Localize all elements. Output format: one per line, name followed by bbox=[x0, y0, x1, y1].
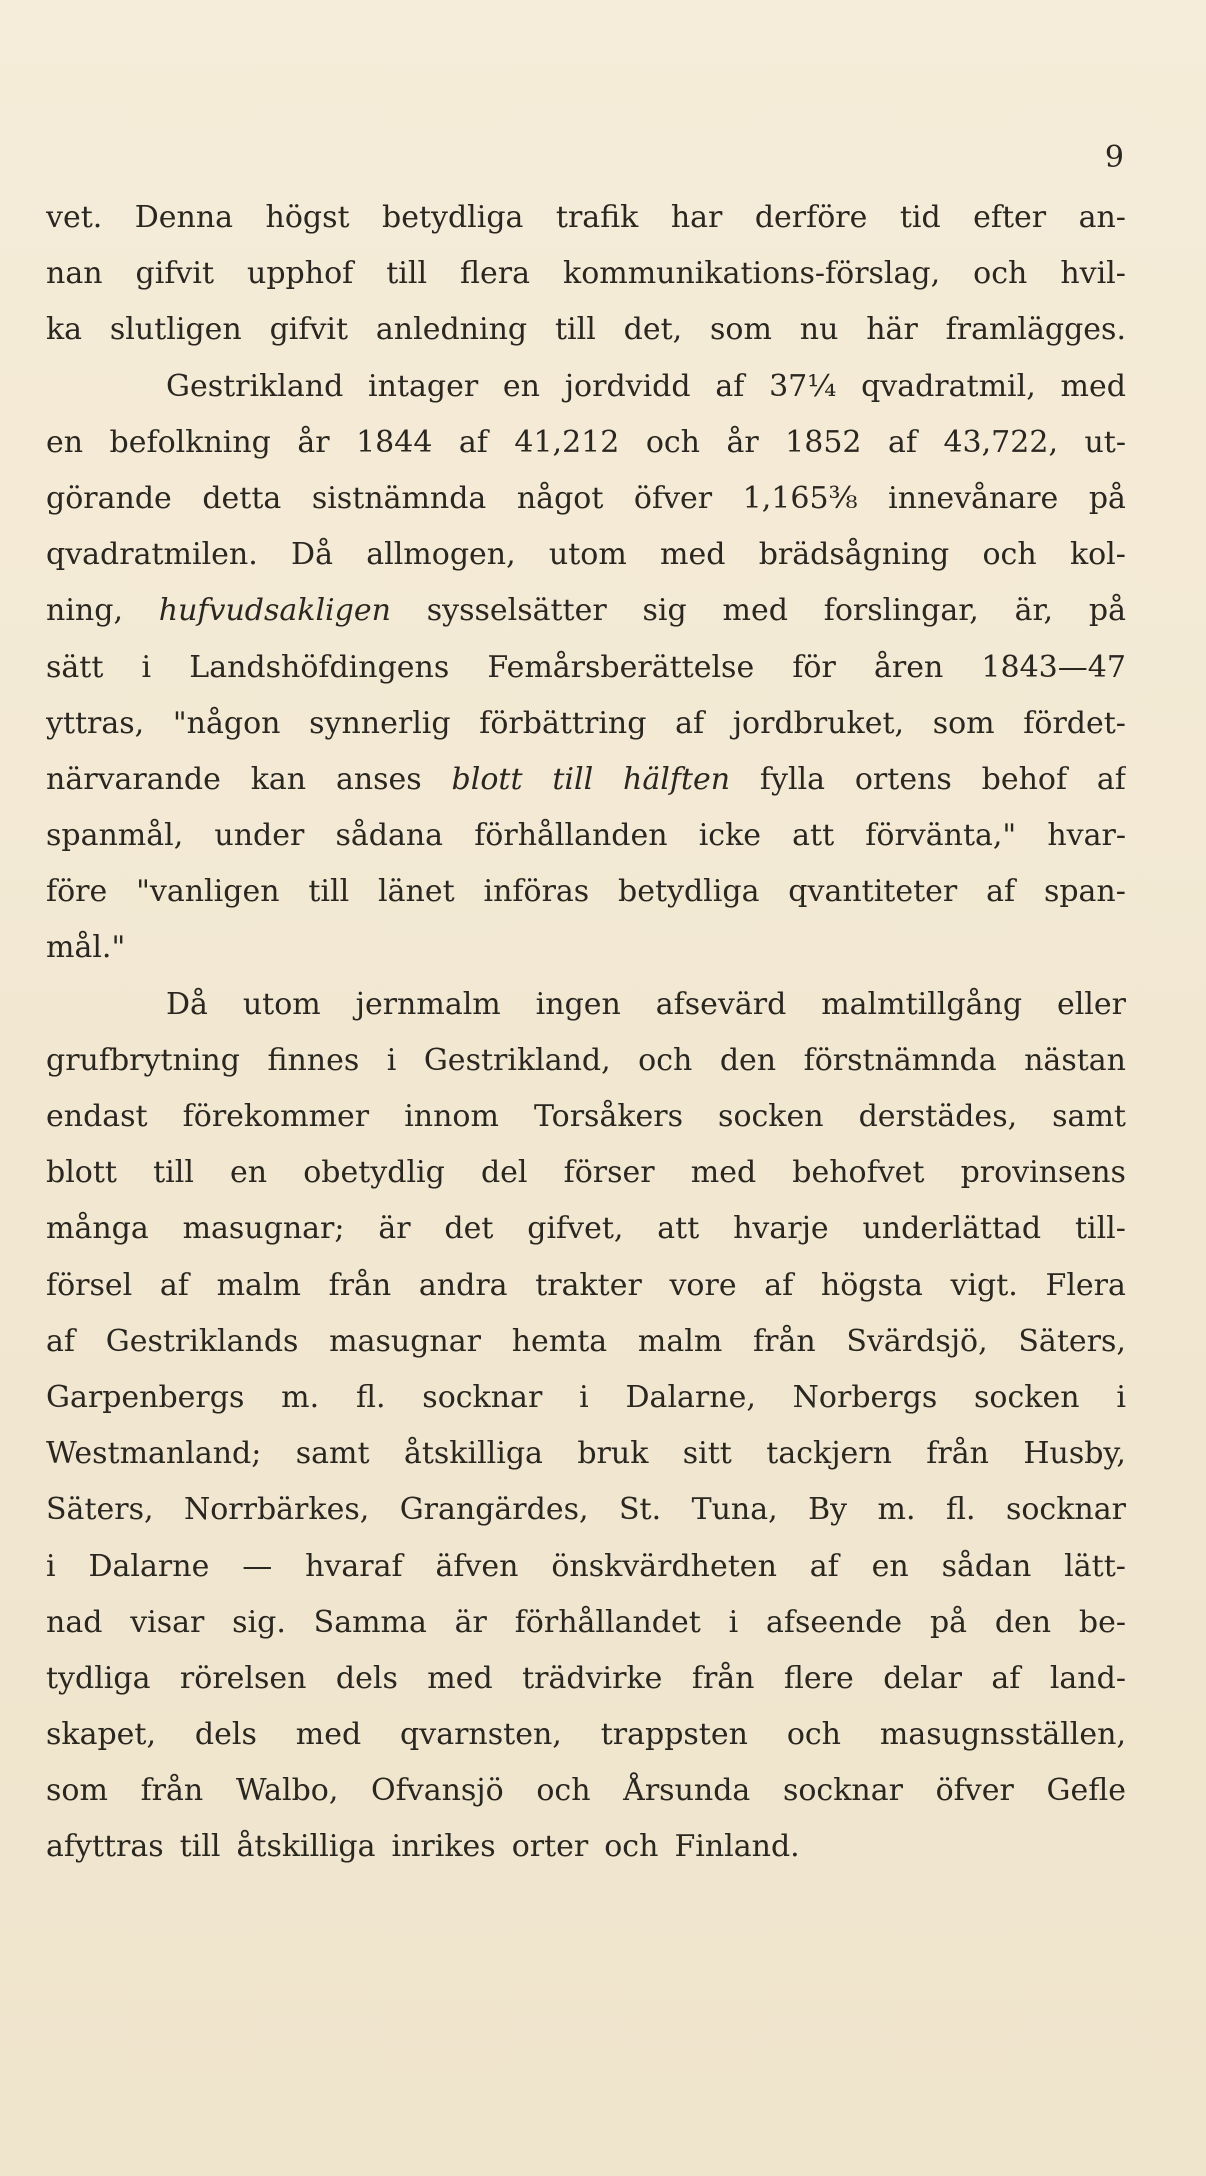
word: förekommer bbox=[182, 1099, 370, 1134]
word: gifvit bbox=[269, 312, 349, 348]
word: och bbox=[645, 424, 700, 460]
word: 37¼ bbox=[769, 368, 837, 404]
word: länet bbox=[378, 874, 455, 910]
word: med bbox=[722, 593, 788, 629]
word: socknar bbox=[422, 1379, 543, 1415]
page-number: 9 bbox=[1104, 140, 1124, 175]
word: förstnämnda bbox=[803, 1042, 997, 1078]
word: Husby, bbox=[1023, 1436, 1126, 1472]
word: Garpenbergs bbox=[46, 1379, 245, 1415]
word: utom bbox=[548, 537, 627, 573]
word: den bbox=[719, 1042, 777, 1078]
word: en bbox=[46, 424, 84, 460]
word: till- bbox=[1074, 1211, 1126, 1247]
text-line bbox=[46, 1651, 1126, 1707]
word: efter bbox=[973, 200, 1047, 235]
word: dels bbox=[194, 1717, 257, 1753]
word: framlägges. bbox=[945, 312, 1126, 348]
word: afyttras bbox=[46, 1829, 164, 1865]
word: här bbox=[866, 312, 918, 348]
word: och bbox=[604, 1829, 659, 1865]
word: fylla bbox=[759, 761, 826, 797]
word: med bbox=[427, 1660, 493, 1696]
word: att bbox=[792, 818, 835, 854]
word: icke bbox=[698, 818, 762, 854]
word: hvaraf bbox=[305, 1548, 403, 1584]
word: Ofvansjö bbox=[371, 1773, 504, 1809]
word: tackjern bbox=[766, 1436, 892, 1472]
text-line bbox=[46, 1089, 1126, 1145]
word: af bbox=[809, 1548, 839, 1584]
word: flere bbox=[783, 1660, 854, 1696]
word: 1852 bbox=[785, 424, 862, 460]
word: afsevärd bbox=[655, 986, 787, 1022]
word: det bbox=[444, 1211, 494, 1247]
word: sitt bbox=[682, 1436, 732, 1472]
word: önskvärdheten bbox=[551, 1548, 777, 1584]
word: socknar bbox=[1005, 1492, 1126, 1528]
word: socken bbox=[974, 1379, 1080, 1415]
word: görande bbox=[46, 480, 172, 516]
word: år bbox=[297, 424, 330, 460]
word: Finland. bbox=[674, 1829, 800, 1865]
text-line bbox=[46, 977, 1126, 1033]
word: Westmanland; bbox=[46, 1436, 262, 1472]
word: hemta bbox=[511, 1323, 608, 1359]
word: sig bbox=[642, 593, 687, 629]
word: samt bbox=[1052, 1099, 1126, 1134]
word: som bbox=[710, 312, 772, 348]
word: ortens bbox=[854, 761, 952, 797]
word: mål." bbox=[46, 930, 126, 966]
word: Gestriklands bbox=[105, 1323, 299, 1359]
word: förbättring bbox=[479, 705, 647, 741]
word: qvadratmil, bbox=[861, 368, 1036, 404]
word: endast bbox=[46, 1099, 148, 1134]
word: Dalarne bbox=[88, 1548, 210, 1584]
text-line bbox=[46, 1482, 1126, 1538]
word: ka bbox=[46, 312, 83, 348]
text-line bbox=[46, 583, 1126, 639]
word: kan bbox=[250, 761, 307, 797]
word: underlättad bbox=[862, 1211, 1042, 1247]
word: öfver bbox=[935, 1773, 1014, 1809]
word: fördet- bbox=[1023, 705, 1126, 741]
word: åren bbox=[873, 649, 944, 685]
word: öfver bbox=[633, 480, 713, 516]
word: från bbox=[140, 1773, 204, 1809]
word: ning, bbox=[46, 593, 123, 629]
word: dels bbox=[335, 1660, 398, 1696]
text-line bbox=[46, 920, 1126, 976]
word: betydliga bbox=[382, 200, 524, 235]
word: hvar- bbox=[1047, 818, 1126, 854]
word: By bbox=[808, 1492, 848, 1528]
word: socknar bbox=[782, 1773, 903, 1809]
word: allmogen, bbox=[366, 537, 516, 573]
word: Samma bbox=[313, 1604, 427, 1640]
text-line bbox=[46, 1258, 1126, 1314]
word: innom bbox=[404, 1099, 499, 1134]
word: af bbox=[1096, 761, 1126, 797]
word: på bbox=[1088, 593, 1126, 629]
word: att bbox=[657, 1211, 700, 1247]
word: behofvet bbox=[792, 1155, 925, 1191]
text-line bbox=[46, 640, 1126, 696]
word: af bbox=[159, 1267, 189, 1303]
word: och bbox=[973, 256, 1028, 292]
word: på bbox=[1088, 480, 1126, 516]
text-line bbox=[46, 1201, 1126, 1257]
word: qvadratmilen. bbox=[46, 537, 258, 573]
text-line bbox=[46, 1539, 1126, 1595]
word: rörelsen bbox=[179, 1660, 307, 1696]
word: masugnar bbox=[329, 1323, 481, 1359]
word: Gefle bbox=[1046, 1773, 1126, 1809]
text-line bbox=[46, 696, 1126, 752]
text-line bbox=[46, 190, 1126, 246]
word: Norbergs bbox=[792, 1379, 938, 1415]
word: nan bbox=[46, 256, 103, 292]
word: malmtillgång bbox=[821, 986, 1023, 1022]
word: af bbox=[715, 368, 745, 404]
word: blott bbox=[451, 761, 523, 797]
word: gifvit bbox=[135, 256, 215, 292]
word: närvarande bbox=[46, 761, 221, 797]
word: m. bbox=[281, 1379, 320, 1415]
word: Flera bbox=[1045, 1267, 1126, 1303]
text-line bbox=[46, 752, 1126, 808]
word: blott bbox=[46, 1155, 117, 1191]
word: intager bbox=[368, 368, 479, 404]
word: med bbox=[1060, 368, 1126, 404]
word: af bbox=[458, 424, 488, 460]
text-line bbox=[46, 1763, 1126, 1819]
word: jordbruket, bbox=[732, 705, 905, 741]
word: sig. bbox=[232, 1604, 286, 1640]
word: befolkning bbox=[109, 424, 271, 460]
word: be- bbox=[1078, 1604, 1126, 1640]
word: socken bbox=[718, 1099, 824, 1134]
word: sysselsätter bbox=[426, 593, 607, 629]
word: till bbox=[179, 1829, 221, 1865]
word: synnerlig bbox=[309, 705, 451, 741]
word: Grangärdes, bbox=[399, 1492, 589, 1528]
word: nästan bbox=[1024, 1042, 1126, 1078]
text-line bbox=[46, 471, 1126, 527]
word: i bbox=[579, 1379, 589, 1415]
word: försel bbox=[46, 1267, 133, 1303]
word: det, bbox=[623, 312, 683, 348]
word: obetydlig bbox=[303, 1155, 445, 1191]
word: brädsågning bbox=[758, 537, 950, 573]
word: qvantiteter bbox=[788, 874, 958, 910]
word: span- bbox=[1043, 874, 1126, 910]
word: sistnämnda bbox=[311, 480, 487, 516]
word: delar bbox=[883, 1660, 962, 1696]
word: 1,165⅜ bbox=[742, 480, 858, 516]
word: fl. bbox=[945, 1492, 976, 1528]
word: i bbox=[141, 649, 152, 685]
word: med bbox=[660, 537, 726, 573]
word: skapet, bbox=[46, 1717, 157, 1753]
word: under bbox=[214, 818, 305, 854]
word: vet. bbox=[46, 200, 103, 235]
word: nu bbox=[799, 312, 839, 348]
word: kommunikations-förslag, bbox=[563, 256, 941, 292]
word: i bbox=[1116, 1379, 1126, 1415]
word: åtskilliga bbox=[403, 1436, 543, 1472]
text-line bbox=[46, 864, 1126, 920]
word: förvänta," bbox=[865, 818, 1017, 854]
word: anses bbox=[335, 761, 422, 797]
word: vigt. bbox=[950, 1267, 1018, 1303]
text-line bbox=[46, 1595, 1126, 1651]
word: grufbrytning bbox=[46, 1042, 240, 1078]
word: Walbo, bbox=[235, 1773, 339, 1809]
word: på bbox=[929, 1604, 968, 1640]
word: masugnsställen, bbox=[879, 1717, 1126, 1753]
word: trakter bbox=[535, 1267, 642, 1303]
word: af bbox=[46, 1323, 75, 1359]
word: flera bbox=[460, 256, 531, 292]
word: och bbox=[786, 1717, 841, 1753]
word: yttras, bbox=[46, 705, 145, 741]
word: nad bbox=[46, 1604, 103, 1640]
text-line bbox=[46, 1145, 1126, 1201]
word: hälften bbox=[623, 761, 731, 797]
text-line bbox=[46, 1426, 1126, 1482]
text-line bbox=[46, 415, 1126, 471]
word: 41,212 bbox=[514, 424, 620, 460]
word: finnes bbox=[267, 1042, 360, 1078]
word: för bbox=[792, 649, 836, 685]
word: Tuna, bbox=[691, 1492, 778, 1528]
word: visar bbox=[130, 1604, 205, 1640]
word: till bbox=[386, 256, 428, 292]
text-line bbox=[46, 302, 1126, 358]
word: lätt- bbox=[1064, 1548, 1126, 1584]
word: Årsunda bbox=[623, 1773, 751, 1809]
word: införas bbox=[483, 874, 590, 910]
word: tid bbox=[899, 200, 941, 235]
word: är bbox=[454, 1604, 487, 1640]
text-line bbox=[46, 527, 1126, 583]
word: tydliga bbox=[46, 1660, 151, 1696]
word: Femårsberättelse bbox=[487, 649, 755, 685]
word: qvarnsten, bbox=[400, 1717, 562, 1753]
word: med bbox=[295, 1717, 362, 1753]
word: provinsens bbox=[960, 1155, 1126, 1191]
word: från bbox=[926, 1436, 989, 1472]
word: jernmalm bbox=[355, 986, 501, 1022]
word: före bbox=[46, 874, 108, 910]
word: Säters, bbox=[1018, 1323, 1126, 1359]
word: St. bbox=[618, 1492, 662, 1528]
word: utom bbox=[242, 986, 321, 1022]
word: en bbox=[502, 368, 540, 404]
word: — bbox=[242, 1548, 273, 1584]
word: "vanligen bbox=[136, 874, 280, 910]
word: Torsåkers bbox=[533, 1099, 684, 1134]
word: med bbox=[690, 1155, 757, 1191]
word: hufvudsakligen bbox=[158, 593, 391, 629]
word: från bbox=[753, 1323, 816, 1359]
word: malm bbox=[637, 1323, 723, 1359]
word: m. bbox=[877, 1492, 916, 1528]
word: år bbox=[726, 424, 759, 460]
word: samt bbox=[295, 1436, 370, 1472]
word: betydliga bbox=[618, 874, 760, 910]
word: något bbox=[516, 480, 604, 516]
word: en bbox=[230, 1155, 268, 1191]
word: till bbox=[308, 874, 350, 910]
word: spanmål, bbox=[46, 818, 184, 854]
word: Norrbärkes, bbox=[183, 1492, 370, 1528]
word: är, bbox=[1014, 593, 1054, 629]
text-line bbox=[46, 1314, 1126, 1370]
word: sådana bbox=[335, 818, 444, 854]
word: och bbox=[536, 1773, 591, 1809]
word: och bbox=[638, 1042, 693, 1078]
word: Då bbox=[166, 986, 208, 1022]
word: ut- bbox=[1084, 424, 1126, 460]
body-text bbox=[46, 190, 1126, 1876]
word: af bbox=[764, 1267, 794, 1303]
text-line bbox=[46, 1370, 1126, 1426]
word: del bbox=[480, 1155, 528, 1191]
word: gifvet, bbox=[527, 1211, 624, 1247]
text-line bbox=[46, 1033, 1126, 1089]
word: af bbox=[991, 1660, 1021, 1696]
text-line bbox=[46, 359, 1126, 415]
word: förhållanden bbox=[474, 818, 668, 854]
text-line bbox=[46, 1819, 1126, 1875]
word: af bbox=[888, 424, 917, 460]
word: 1843—47 bbox=[981, 649, 1126, 685]
word: Denna bbox=[134, 200, 234, 235]
word: eller bbox=[1056, 986, 1126, 1022]
word: äfven bbox=[435, 1548, 519, 1584]
word: till bbox=[552, 761, 594, 797]
word: behof bbox=[981, 761, 1068, 797]
word: trädvirke bbox=[522, 1660, 663, 1696]
text-line bbox=[46, 808, 1126, 864]
word: och bbox=[982, 537, 1037, 573]
word: den bbox=[994, 1604, 1052, 1640]
word: åtskilliga bbox=[236, 1829, 376, 1865]
word: är bbox=[378, 1211, 411, 1247]
word: Landshöfdingens bbox=[189, 649, 450, 685]
word: många bbox=[46, 1211, 149, 1247]
word: afseende bbox=[765, 1604, 903, 1640]
word: andra bbox=[418, 1267, 508, 1303]
word: trappsten bbox=[600, 1717, 748, 1753]
word: innevånare bbox=[888, 480, 1059, 516]
word: från bbox=[328, 1267, 392, 1303]
word: vore bbox=[669, 1267, 737, 1303]
word: inrikes bbox=[391, 1829, 496, 1865]
word: masugnar; bbox=[182, 1211, 345, 1247]
word: bruk bbox=[577, 1436, 649, 1472]
word: land- bbox=[1049, 1660, 1126, 1696]
word: sådan bbox=[941, 1548, 1032, 1584]
word: från bbox=[691, 1660, 755, 1696]
word: Svärdsjö, bbox=[846, 1323, 988, 1359]
word: orter bbox=[511, 1829, 589, 1865]
word: slutligen bbox=[109, 312, 242, 348]
word: "någon bbox=[172, 705, 281, 741]
word: Gestrikland, bbox=[423, 1042, 611, 1078]
word: Då bbox=[291, 537, 333, 573]
word: en bbox=[871, 1548, 909, 1584]
word: Säters, bbox=[46, 1492, 154, 1528]
word: Dalarne, bbox=[625, 1379, 756, 1415]
word: som bbox=[46, 1773, 108, 1809]
word: hvarje bbox=[733, 1211, 829, 1247]
word: derstädes, bbox=[858, 1099, 1018, 1134]
word: förhållandet bbox=[514, 1604, 701, 1640]
word: detta bbox=[202, 480, 282, 516]
word: i bbox=[728, 1604, 739, 1640]
word: kol- bbox=[1069, 537, 1126, 573]
text-line bbox=[46, 246, 1126, 302]
word: fl. bbox=[355, 1379, 386, 1415]
word: i bbox=[386, 1042, 397, 1078]
word: sätt bbox=[46, 649, 104, 685]
word: ingen bbox=[535, 986, 621, 1022]
word: hvil- bbox=[1060, 256, 1126, 292]
word: upphof bbox=[247, 256, 354, 292]
word: till bbox=[153, 1155, 194, 1191]
word: trafik bbox=[555, 200, 639, 235]
word: anledning bbox=[375, 312, 528, 348]
word: an- bbox=[1078, 200, 1126, 235]
word: Gestrikland bbox=[166, 368, 344, 404]
word: i bbox=[46, 1548, 56, 1584]
word: derföre bbox=[754, 200, 868, 235]
word: malm bbox=[216, 1267, 301, 1303]
word: högsta bbox=[820, 1267, 923, 1303]
word: 43,722, bbox=[943, 424, 1058, 460]
word: af bbox=[986, 874, 1016, 910]
word: som bbox=[932, 705, 995, 741]
word: 1844 bbox=[356, 424, 433, 460]
text-line bbox=[46, 1707, 1126, 1763]
word: har bbox=[670, 200, 723, 235]
word: förser bbox=[563, 1155, 655, 1191]
word: forslingar, bbox=[823, 593, 979, 629]
word: till bbox=[554, 312, 596, 348]
word: högst bbox=[265, 200, 350, 235]
word: af bbox=[675, 705, 705, 741]
word: jordvidd bbox=[564, 368, 691, 404]
